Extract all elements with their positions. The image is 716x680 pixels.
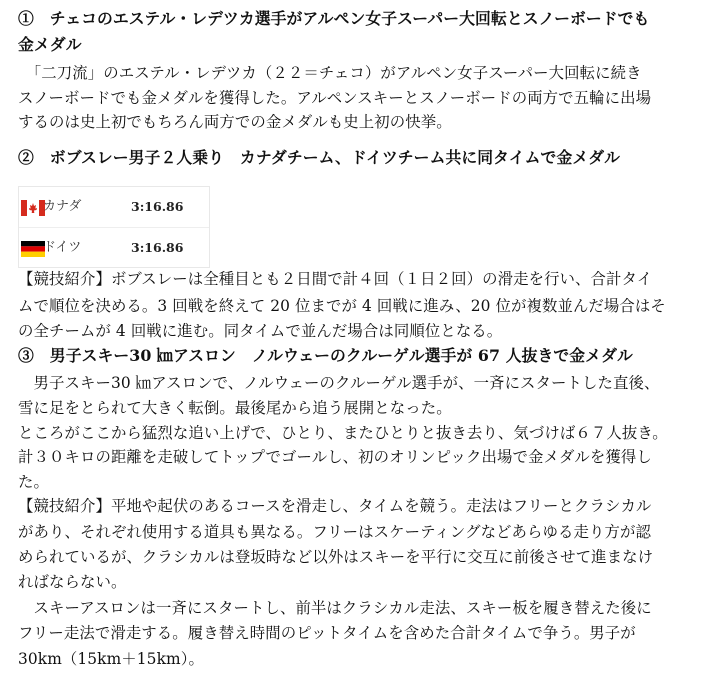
- section-3-paragraph-line: 計３０キロの距離を走破してトップでゴールし、初のオリンピック出場で金メダルを獲得し: [18, 448, 652, 466]
- finish-time: 3:16.86: [131, 240, 184, 255]
- section-3-paragraph-line: められているが、クラシカルは登坂時など以外はスキーを平行に交互に前後させて進まなけ: [18, 548, 654, 566]
- section-3-paragraph-line: 【競技紹介】平地や起伏のあるコースを滑走し、タイムを競う。走法はフリーとクラシカル: [18, 497, 652, 515]
- section-1-heading-line-1: ① チェコのエステル・レデツカ選手がアルペン女子スーパー大回転とスノーボードでも: [18, 9, 650, 28]
- section-3-paragraph-line: 雪に足をとられて大きく転倒。最後尾から追う展開となった。: [18, 399, 452, 417]
- section-1-paragraph-line: するのは史上初でもちろん両方での金メダルも史上初の快挙。: [18, 113, 452, 131]
- section-3-paragraph-line: た。: [18, 473, 49, 491]
- country-name: ドイツ: [43, 240, 82, 255]
- section-1-paragraph-line: スノーボードでも金メダルを獲得した。アルペンスキーとスノーボードの両方で五輪に出場: [18, 89, 652, 107]
- bobsled-results-table: [18, 186, 210, 268]
- section-1-paragraph-line: 「二刀流」のエステル・レデツカ（２２＝チェコ）がアルペン女子スーパー大回転に続き: [18, 64, 642, 82]
- section-3-paragraph-line: スキーアスロンは一斉にスタートし、前半はクラシカル走法、スキー板を履き替えた後に: [18, 599, 652, 617]
- section-2-paragraph-line: 【競技紹介】ボブスレーは全種目とも２日間で計４回（１日２回）の滑走を行い、合計タイ: [18, 270, 653, 288]
- result-row-canada: [19, 187, 209, 227]
- section-2-paragraph-line: の全チームが 4 回戦に進む。同タイムで並んだ場合は同順位となる。: [18, 322, 503, 340]
- section-3-paragraph-line: 男子スキー30 ㎞アスロンで、ノルウェーのクルーゲル選手が、一斉にスタートした直後、: [18, 374, 660, 392]
- section-3-paragraph-line: ところがここから猛烈な追い上げで、ひとり、またひとりと抜き去り、気づけば６７人抜き。: [18, 424, 668, 442]
- result-row-germany: [19, 227, 209, 268]
- section-1-heading-line-2: 金メダル: [18, 35, 82, 54]
- section-2-paragraph-line: ムで順位を決める。3 回戦を終えて 20 位までが 4 回戦に進み、20 位が複数並んだ場合はそ: [18, 297, 666, 315]
- section-3-heading: ③ 男子スキー30 ㎞アスロン ノルウェーのクルーゲル選手が 67 人抜きで金メダル: [18, 346, 633, 365]
- germany-flag-icon: [21, 241, 45, 257]
- section-2-heading: ② ボブスレー男子２人乗り カナダチーム、ドイツチーム共に同タイムで金メダル: [18, 148, 621, 167]
- section-3-paragraph-line: があり、それぞれ使用する道具も異なる。フリーはスケーティングなどあらゆる走り方が認: [18, 523, 651, 541]
- country-name: カナダ: [43, 199, 82, 214]
- section-3-paragraph-line: フリー走法で滑走する。履き替え時間のピットタイムを含めた合計タイムで争う。男子が: [18, 624, 636, 642]
- finish-time: 3:16.86: [131, 199, 184, 214]
- section-3-paragraph-line: 30km（15km＋15km）。: [18, 650, 204, 668]
- section-3-paragraph-line: ればならない。: [18, 573, 127, 591]
- canada-flag-icon: [21, 200, 45, 216]
